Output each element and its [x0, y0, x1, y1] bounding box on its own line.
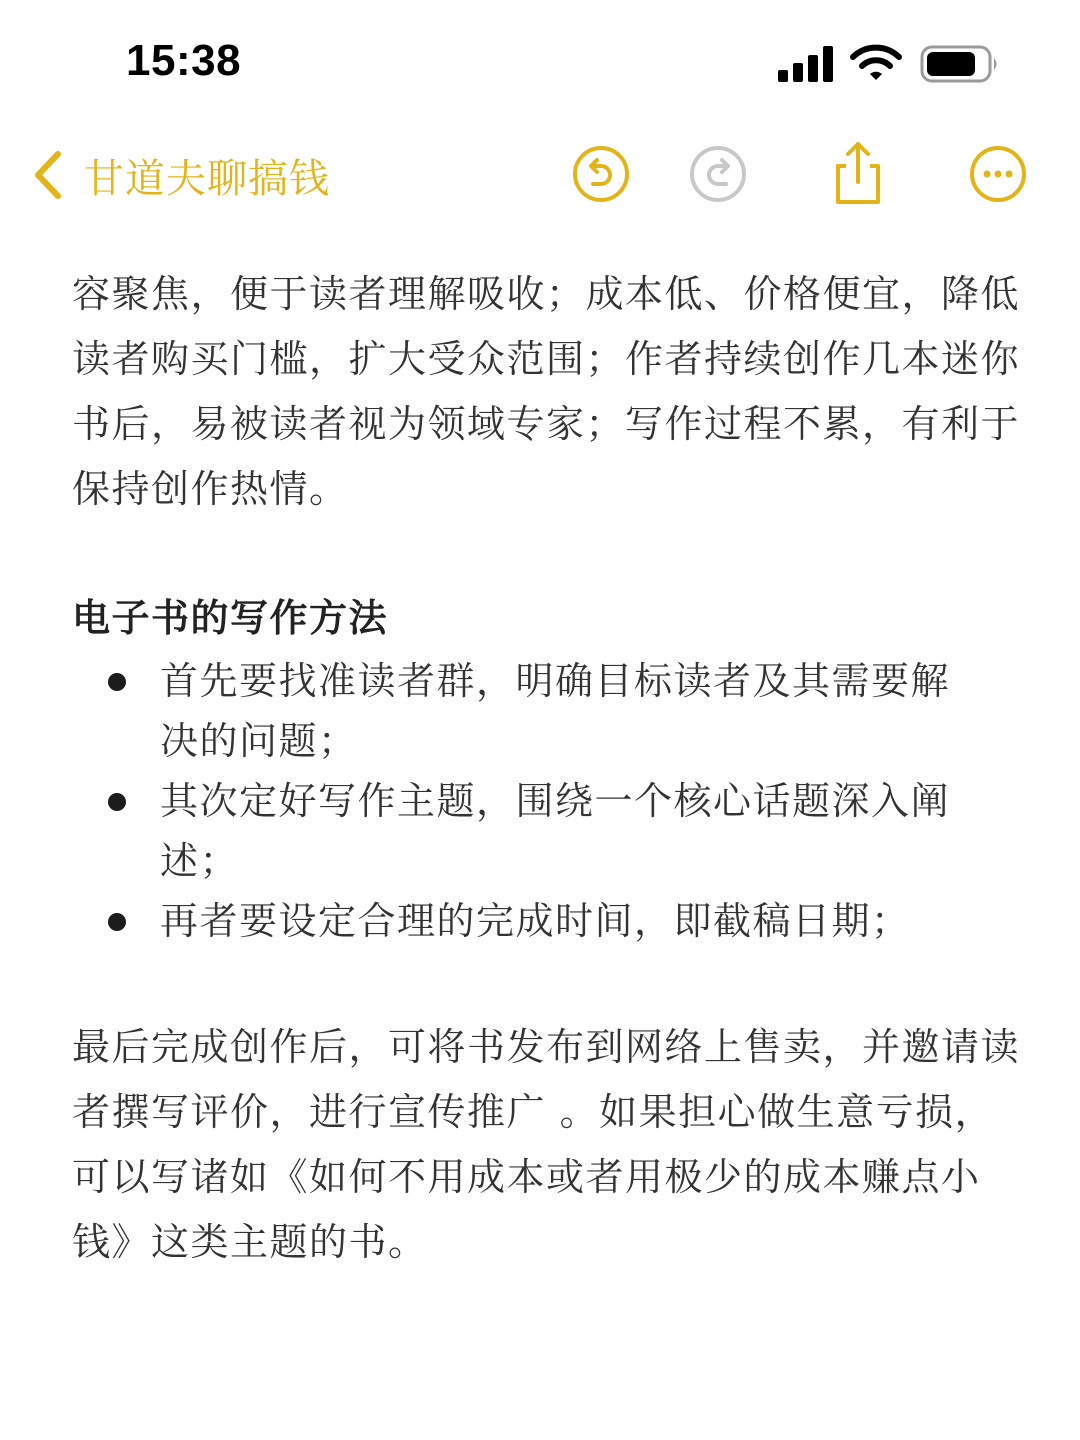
undo-icon[interactable] — [571, 144, 631, 204]
note-body[interactable] — [72, 262, 1022, 1275]
back-button[interactable] — [30, 140, 330, 210]
bullet-dot — [108, 673, 126, 691]
signal-icon — [778, 46, 834, 82]
nav-bar — [0, 130, 1080, 220]
more-icon[interactable] — [968, 144, 1028, 204]
list-item — [72, 651, 980, 771]
list-item-text: 其次定好写作主题，围绕一个核心话题深入阐述； — [160, 779, 951, 883]
blank-line — [72, 951, 1022, 1015]
back-chevron-icon — [30, 150, 66, 200]
status-time: 15:38 — [126, 36, 242, 85]
list-item-text: 再者要设定合理的完成时间，即截稿日期； — [160, 899, 911, 943]
bullet-dot — [108, 793, 126, 811]
list-item — [72, 891, 980, 951]
status-bar — [0, 0, 1080, 110]
bullet-dot — [108, 913, 126, 931]
back-label: 甘道夫聊搞钱 — [84, 155, 330, 202]
section-heading: 电子书的写作方法 — [72, 596, 389, 640]
list-item — [72, 771, 980, 891]
wifi-icon — [850, 44, 902, 82]
share-icon[interactable] — [828, 138, 888, 208]
list-item-text: 首先要找准读者群，明确目标读者及其需要解决的问题； — [160, 659, 951, 763]
battery-icon — [920, 44, 1000, 84]
redo-icon[interactable] — [688, 144, 748, 204]
paragraph-intro: 容聚焦，便于读者理解吸收；成本低、价格便宜，降低读者购买门槛，扩大受众范围；作者持续创作几本迷你书后，易被读者视为领域专家；写作过程不累，有利于保持创作热情。 — [72, 272, 1021, 511]
blank-line — [72, 522, 1022, 586]
bullet-list — [72, 651, 1022, 951]
paragraph-closing: 最后完成创作后，可将书发布到网络上售卖，并邀请读者撰写评价，进行宣传推广 。如果担心做生意亏损，可以写诸如《如何不用成本或者用极少的成本赚点小钱》这类主题的书。 — [72, 1025, 1021, 1264]
